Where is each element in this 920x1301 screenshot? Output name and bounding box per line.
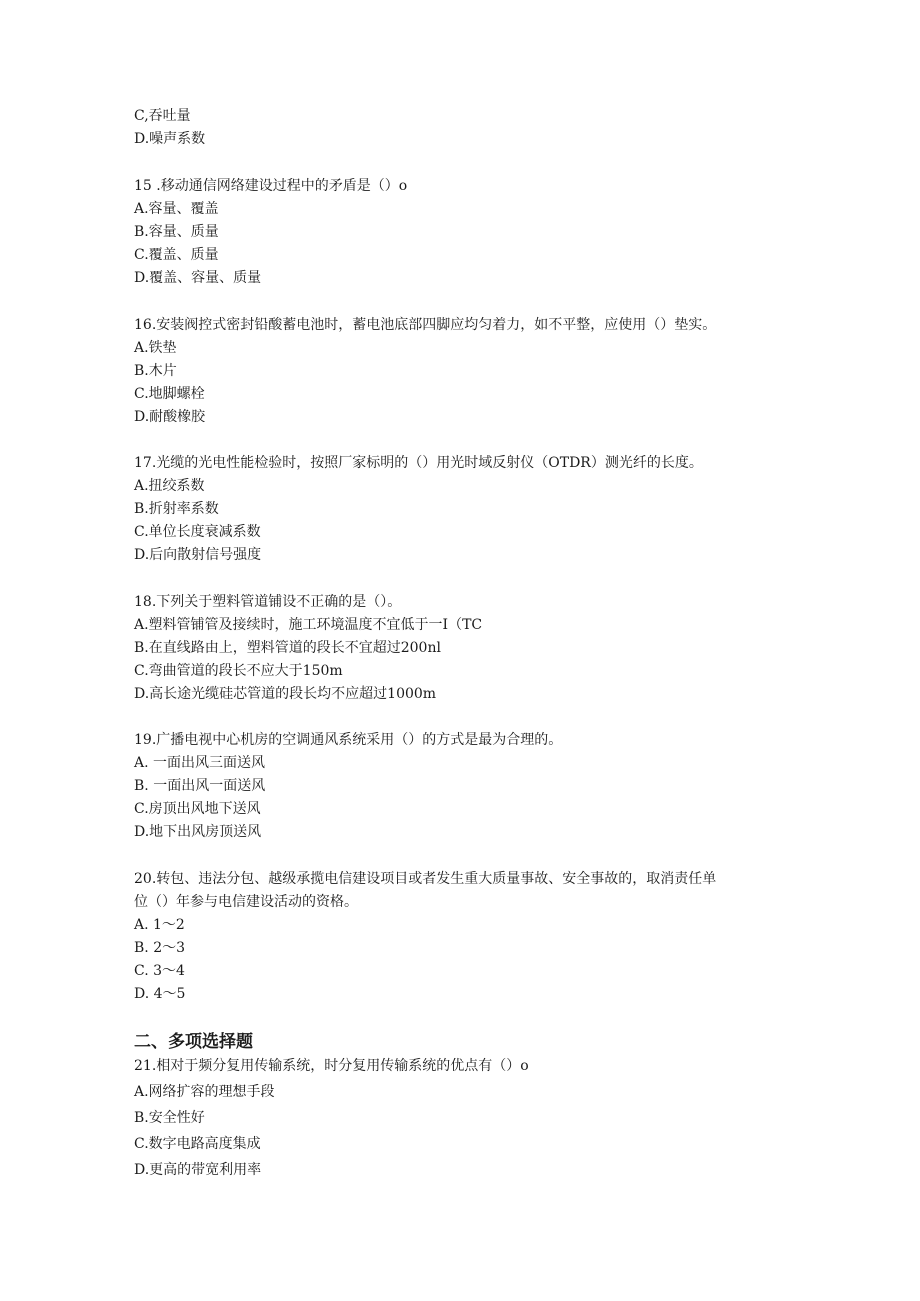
option-18-c: C.弯曲管道的段长不应大于150m [134,663,343,679]
option-20-b: B. 2～3 [134,940,186,956]
option-20-c: C. 3～4 [134,963,185,979]
question-20-stem-line-1: 20.转包、违法分包、越级承揽电信建设项目或者发生重大质量事故、安全事故的，取消责任单 [134,871,717,887]
option-21-d: D.更高的带宽利用率 [134,1162,262,1178]
option-21-c: C.数字电路高度集成 [134,1136,261,1152]
option-16-a: A.铁垫 [134,340,177,356]
question-16-stem: 16.安装阀控式密封铅酸蓄电池时，蓄电池底部四脚应均匀着力，如不平整，应使用（）垫实。 [134,317,717,333]
option-18-d: D.高长途光缆硅芯管道的段长均不应超过1000m [134,686,437,702]
question-15-stem: 15 .移动通信网络建设过程中的矛盾是（）o [134,178,408,194]
option-20-d: D. 4～5 [134,986,186,1002]
option-21-b: B.安全性好 [134,1110,205,1126]
question-19-stem: 19.广播电视中心机房的空调通风系统采用（）的方式是最为合理的。 [134,732,563,748]
option-20-a: A. 1～2 [134,917,185,933]
option-15-c: C.覆盖、质量 [134,247,219,263]
option-18-a: A.塑料管铺管及接续时，施工环境温度不宜低于一I（TC [134,617,483,633]
question-18-stem: 18.下列关于塑料管道铺设不正确的是（）。 [134,594,402,610]
option-16-d: D.耐酸橡胶 [134,409,206,425]
section-heading-multiple-choice: 二、多项选择题 [134,1032,253,1052]
option-19-c: C.房顶出风地下送风 [134,801,261,817]
option-15-a: A.容量、覆盖 [134,201,219,217]
option-18-b: B.在直线路由上，塑料管道的段长不宜超过200nl [134,640,441,656]
option-14-c: C,吞吐量 [134,108,191,124]
question-21-stem: 21.相对于频分复用传输系统，时分复用传输系统的优点有（）o [134,1058,529,1074]
option-19-d: D.地下出风房顶送风 [134,824,262,840]
question-20-stem-line-2: 位（）年参与电信建设活动的资格。 [134,894,358,910]
option-19-b: B. 一面出风一面送风 [134,778,266,794]
question-17-stem: 17.光缆的光电性能检验时，按照厂家标明的（）用光时域反射仪（OTDR）测光纤的长度。 [134,455,703,471]
option-17-a: A.扭绞系数 [134,478,205,494]
option-21-a: A.网络扩容的理想手段 [134,1084,275,1100]
option-19-a: A. 一面出风三面送风 [134,755,266,771]
option-17-b: B.折射率系数 [134,501,219,517]
option-17-c: C.单位长度衰减系数 [134,524,261,540]
option-16-b: B.木片 [134,363,177,379]
option-15-b: B.容量、质量 [134,224,219,240]
option-14-d: D.噪声系数 [134,131,206,147]
option-15-d: D.覆盖、容量、质量 [134,270,262,286]
option-17-d: D.后向散射信号强度 [134,547,262,563]
option-16-c: C.地脚螺栓 [134,386,205,402]
